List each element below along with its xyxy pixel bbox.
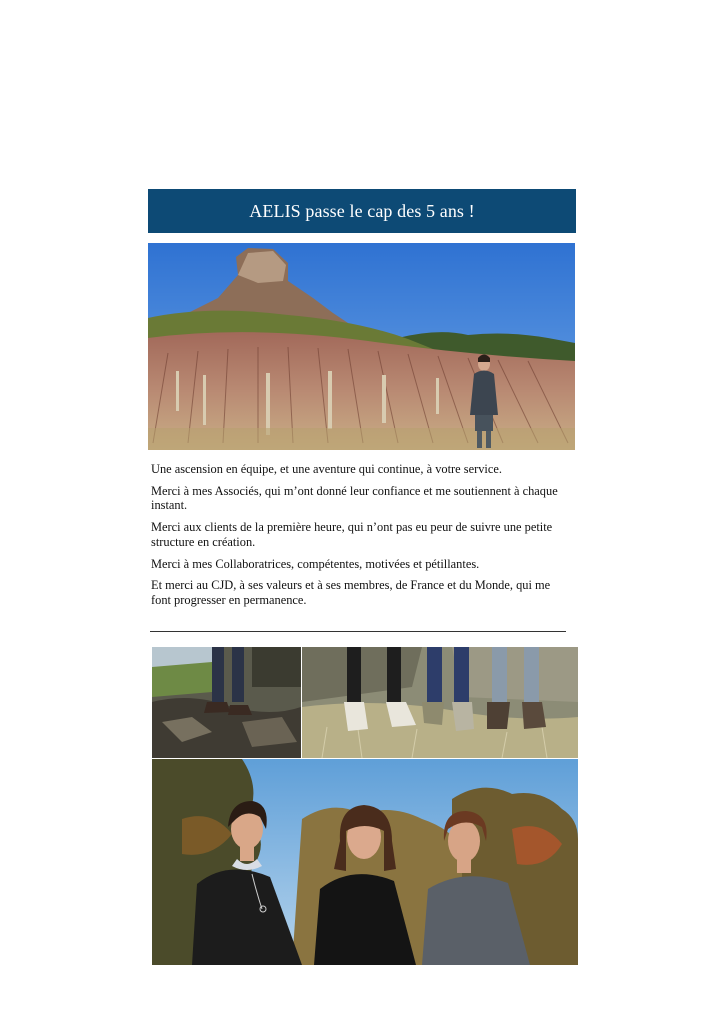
vineyard-photo xyxy=(148,243,575,450)
paragraph-clients: Merci aux clients de la première heure, qui n’ont pas eu peur de suivre une petite structure en création. xyxy=(151,520,553,549)
paragraph-cjd: Et merci au CJD, à ses valeurs et à ses membres, de France et du Monde, qui me font progresser en permanence. xyxy=(151,578,551,607)
body-text xyxy=(151,462,569,615)
team-photo xyxy=(152,759,578,965)
shoes-on-grass-photo xyxy=(302,647,578,758)
boots-on-rock-photo xyxy=(152,647,301,758)
paragraph-ascension: Une ascension en équipe, et une aventure qui continue, à votre service. xyxy=(151,462,502,476)
paragraph-associes: Merci à mes Associés, qui m’ont donné leur confiance et me soutiennent à chaque instant. xyxy=(151,483,558,513)
paragraph-collaboratrices: Merci à mes Collaboratrices, compétentes, motivées et pétillantes. xyxy=(151,556,480,571)
title-banner xyxy=(148,189,576,233)
divider xyxy=(150,631,566,632)
banner-title: AELIS passe le cap des 5 ans ! xyxy=(249,200,475,221)
